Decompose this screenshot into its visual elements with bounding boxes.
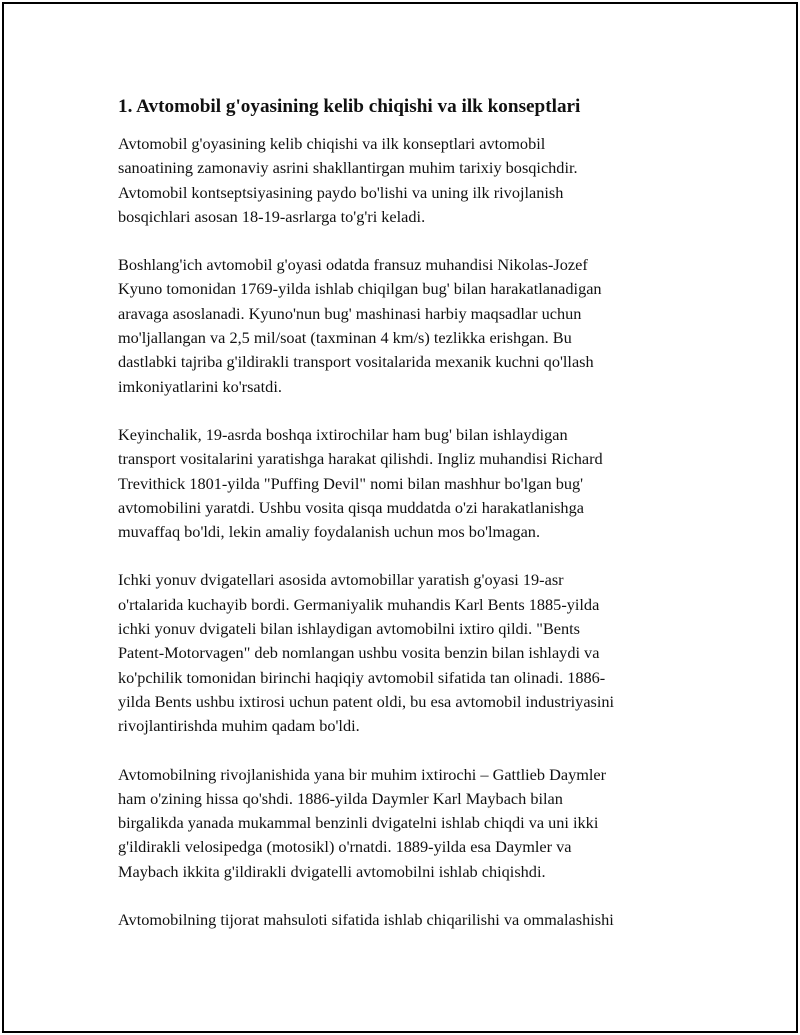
paragraph-cugnot <box>118 253 688 399</box>
text-line: Avtomobil g'oyasining kelib chiqishi va ilk konseptlari avtomobil <box>118 134 546 153</box>
text-line: ichki yonuv dvigateli bilan ishlaydigan avtomobilni ixtiro qildi. "Bents <box>118 619 581 639</box>
text-line: Boshlang'ich avtomobil g'oyasi odatda fransuz muhandisi Nikolas-Jozef <box>118 255 588 275</box>
text-line: bosqichlari asosan 18-19-asrlarga to'g'ri keladi. <box>118 206 426 226</box>
text-line: yilda Bents ushbu ixtirosi uchun patent oldi, bu esa avtomobil industriyasini <box>118 691 615 711</box>
text-line: Avtomobil kontseptsiyasining paydo bo'lishi va uning ilk rivojlanish <box>118 182 564 202</box>
text-line: Keyinchalik, 19-asrda boshqa ixtirochilar ham bug' bilan ishlaydigan <box>118 424 568 444</box>
text-line: muvaffaq bo'ldi, lekin amaliy foydalanish uchun mos bo'lmagan. <box>118 522 541 542</box>
text-line: Patent-Motorvagen" deb nomlangan ushbu vosita benzin bilan ishlaydi va <box>118 643 600 663</box>
text-line: o'rtalarida kuchayib bordi. Germaniyalik muhandis Karl Bents 1885-yilda <box>118 594 600 614</box>
paragraph-benz <box>118 568 688 738</box>
text-line: Maybach ikkita g'ildirakli dvigatelli avtomobilni ishlab chiqishdi. <box>118 861 546 881</box>
text-line: dastlabki tajriba g'ildirakli transport vositalarida mexanik kuchni qo'llash <box>118 352 594 372</box>
text-line: mo'ljallangan va 2,5 mil/soat (taxminan 4 km/s) tezlikka erishgan. Bu <box>118 328 572 348</box>
text-line: birgalikda yanada mukammal benzinli dvigatelni ishlab chiqdi va uni ikki <box>118 813 599 833</box>
text-line: Ichki yonuv dvigatellari asosida avtomobillar yaratish g'oyasi 19-asr <box>118 570 564 590</box>
text-line: ham o'zining hissa qo'shdi. 1886-yilda Daymler Karl Maybach bilan <box>118 788 563 808</box>
text-line: avtomobilini yaratdi. Ushbu vosita qisqa muddatda o'zi harakatlanishga <box>118 497 584 517</box>
document-body <box>118 92 688 956</box>
text-line: ko'pchilik tomonidan birinchi haqiqiy avtomobil sifatida tan olinadi. 1886- <box>118 667 606 687</box>
text-line: g'ildirakli velosipedga (motosikl) o'rnatdi. 1889-yilda esa Daymler va <box>118 837 572 857</box>
text-line: rivojlantirishda muhim qadam bo'ldi. <box>118 716 360 736</box>
paragraph-commercial <box>118 908 688 932</box>
text-line: sanoatining zamonaviy asrini shakllantirgan muhim tarixiy bosqichdir. <box>118 158 578 178</box>
text-line: aravaga asoslanadi. Kyuno'nun bug' mashinasi harbiy maqsadlar uchun <box>118 303 582 323</box>
paragraph-daimler <box>118 763 688 884</box>
text-line: Trevithick 1801-yilda "Puffing Devil" nomi bilan mashhur bo'lgan bug' <box>118 473 584 493</box>
text-line: Avtomobilning rivojlanishida yana bir muhim ixtirochi – Gattlieb Daymler <box>118 764 607 784</box>
text-line: Avtomobilning tijorat mahsuloti sifatida ishlab chiqarilishi va ommalashishi <box>118 910 614 930</box>
text-line: Kyuno tomonidan 1769-yilda ishlab chiqilgan bug' bilan harakatlanadigan <box>118 279 602 299</box>
paragraph-trevithick <box>118 423 688 544</box>
section-title: 1. Avtomobil g'oyasining kelib chiqishi va ilk konseptlari <box>118 96 581 117</box>
text-line: transport vositalarini yaratishga harakat qilishdi. Ingliz muhandisi Richard <box>118 449 603 469</box>
paragraph-origins <box>118 132 688 229</box>
text-line: imkoniyatlarini ko'rsatdi. <box>118 376 282 396</box>
